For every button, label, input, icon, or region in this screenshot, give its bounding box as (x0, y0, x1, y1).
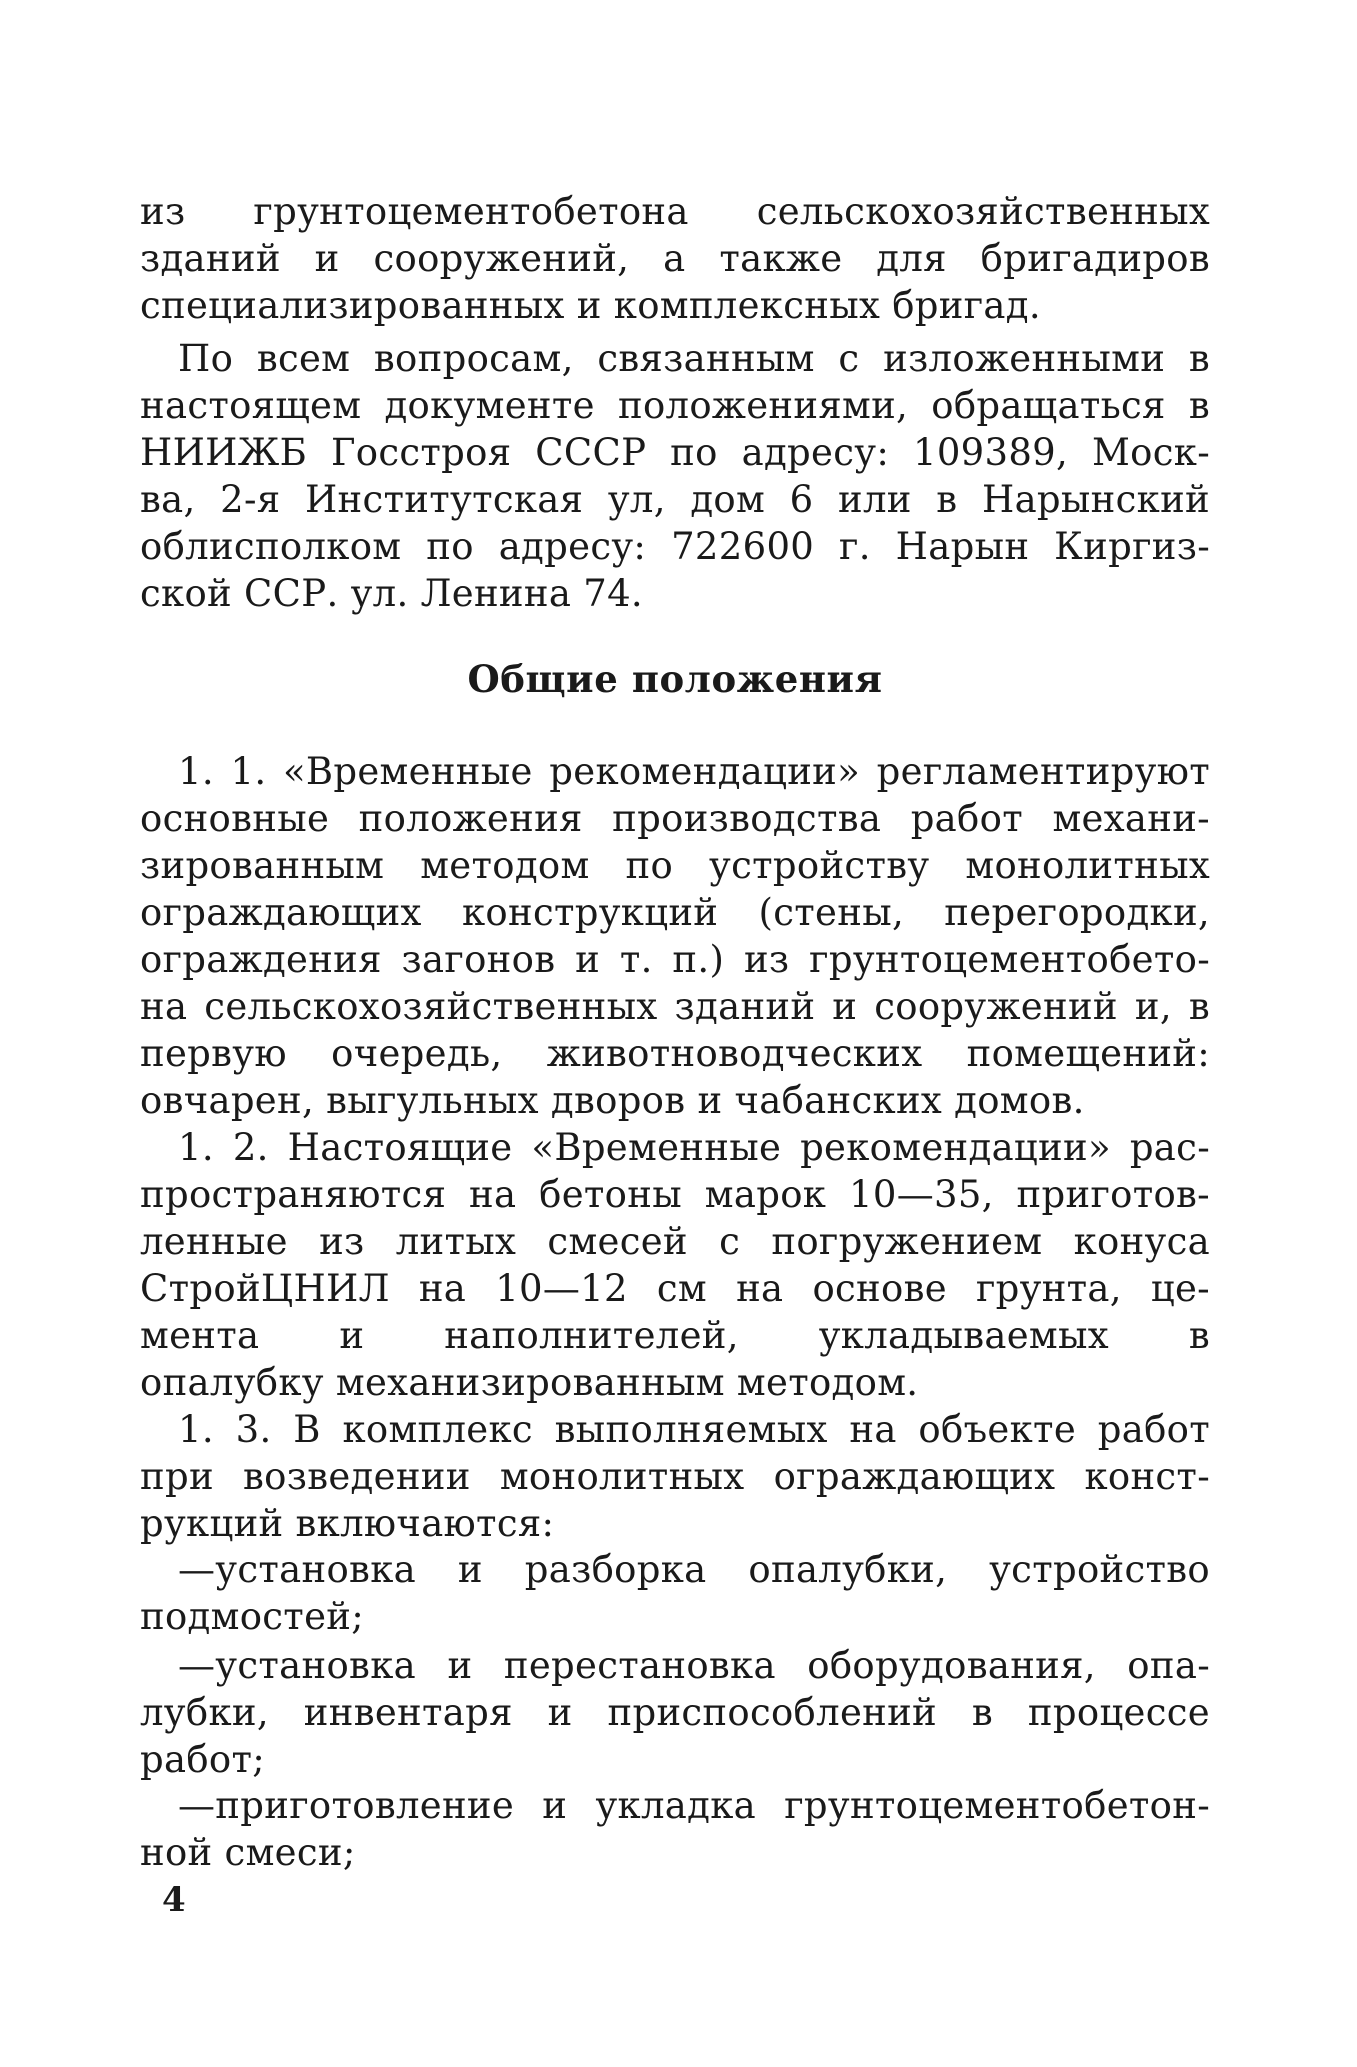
text-line: 1. 3. В комплекс выполняемых на объекте работ (178, 1408, 1210, 1451)
text-line: СтройЦНИЛ на 10—12 см на основе грунта, це- (140, 1267, 1210, 1310)
text-line: ной смеси; (140, 1831, 356, 1874)
text-line: при возведении монолитных ограждающих конст- (140, 1455, 1210, 1498)
list-item (140, 1782, 1210, 1876)
text-line: 1. 2. Настоящие «Временные рекомендации» рас- (178, 1126, 1210, 1169)
text-line: опалубку механизированным методом. (140, 1361, 919, 1404)
text-line: овчарен, выгульных дворов и чабанских домов. (140, 1079, 1085, 1122)
intro-paragraph-1 (140, 188, 1210, 329)
text-line: работ; (140, 1738, 266, 1781)
text-line: подмостей; (140, 1595, 364, 1638)
text-line: настоящем документе положениями, обращаться в (140, 384, 1210, 427)
text-line: зданий и сооружений, а также для бригадиров (140, 237, 1210, 280)
text-line: из грунтоцементобетона сельскохозяйственных (140, 190, 1210, 233)
list-item (140, 1642, 1210, 1783)
text-line: ограждающих конструкций (стены, перегородки, (140, 891, 1210, 934)
text-line: зированным методом по устройству монолитных (140, 844, 1210, 887)
text-line: ленные из литых смесей с погружением конуса (140, 1220, 1210, 1263)
text-line: ской ССР. ул. Ленина 74. (140, 572, 643, 615)
text-line: —приготовление и укладка грунтоцементобетон- (178, 1784, 1210, 1827)
page-number: 4 (162, 1880, 186, 1920)
text-line: специализированных и комплексных бригад. (140, 284, 1041, 327)
text-line: на сельскохозяйственных зданий и сооружений и, в (140, 985, 1210, 1028)
intro-paragraph-2 (140, 335, 1210, 617)
section-heading: Общие положения (467, 657, 883, 701)
clause-1-2 (140, 1124, 1210, 1406)
list-item (140, 1546, 1210, 1640)
text-line: 1. 1. «Временные рекомендации» регламентируют (178, 750, 1210, 793)
text-line: —установка и перестановка оборудования, опа- (178, 1644, 1210, 1687)
text-line: первую очередь, животноводческих помещений: (140, 1032, 1210, 1075)
clause-1-1 (140, 748, 1210, 1124)
text-line: НИИЖБ Госстроя СССР по адресу: 109389, Моск- (140, 431, 1210, 474)
text-line: мента и наполнителей, укладываемых в (140, 1314, 1210, 1357)
text-line: ограждения загонов и т. п.) из грунтоцементобето- (140, 938, 1210, 981)
text-line: ва, 2-я Институтская ул, дом 6 или в Нарынский (140, 478, 1210, 521)
text-line: рукций включаются: (140, 1502, 555, 1545)
text-line: —установка и разборка опалубки, устройство (178, 1548, 1210, 1591)
text-line: облисполком по адресу: 722600 г. Нарын Киргиз- (140, 525, 1210, 568)
text-line: основные положения производства работ механи- (140, 797, 1210, 840)
text-line: пространяются на бетоны марок 10—35, приготов- (140, 1173, 1210, 1216)
text-line: лубки, инвентаря и приспособлений в процессе (140, 1691, 1210, 1734)
text-line: По всем вопросам, связанным с изложенными в (178, 337, 1210, 380)
clause-1-3 (140, 1406, 1210, 1547)
